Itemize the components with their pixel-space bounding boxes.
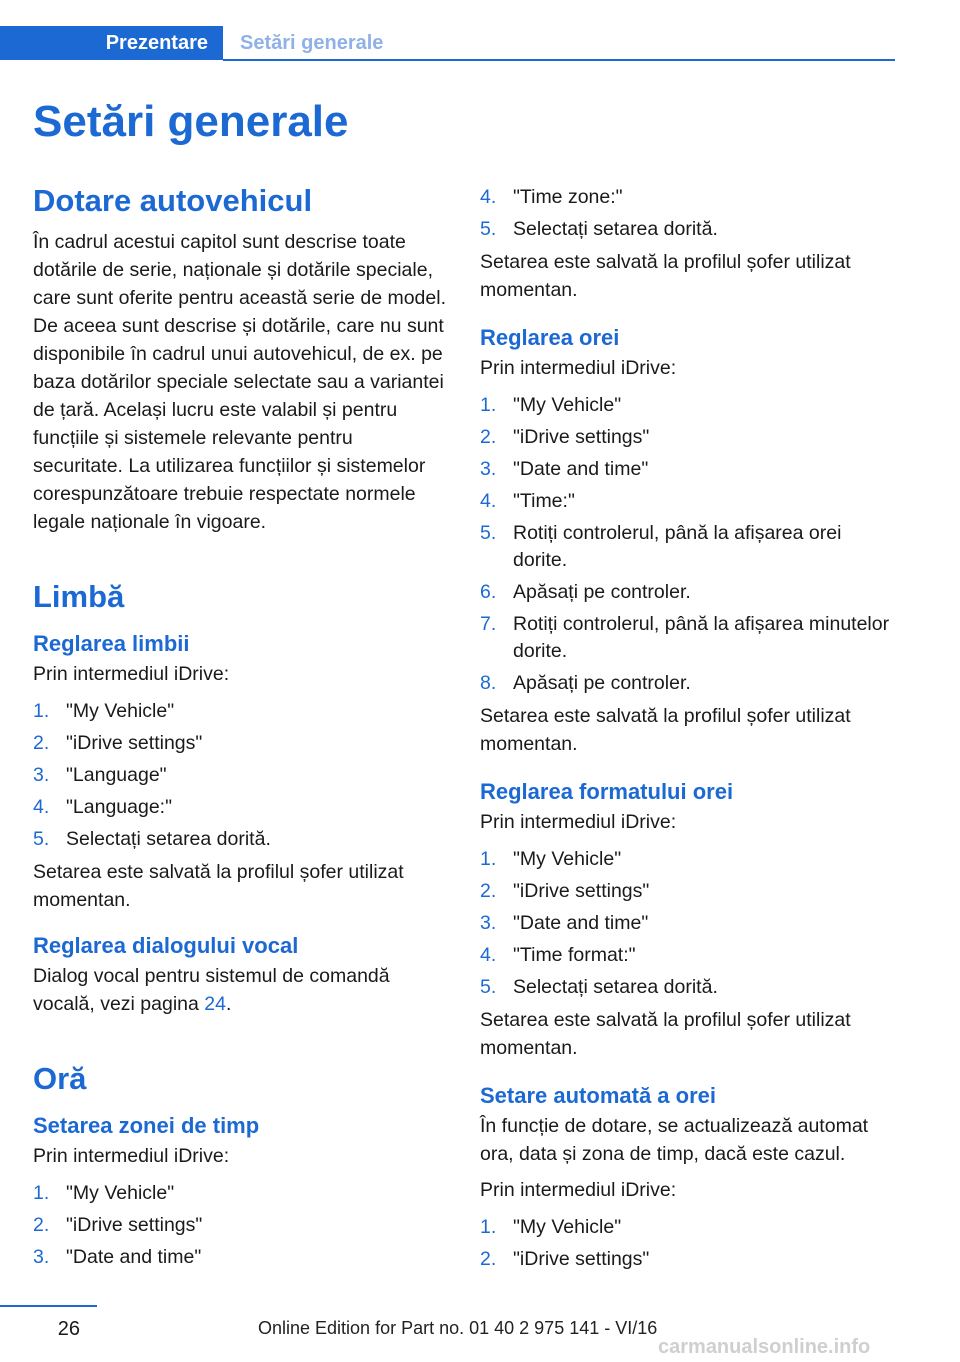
step-text: "Language:"	[66, 796, 173, 818]
step-number: 4.	[480, 186, 497, 208]
step-text: "My Vehicle"	[513, 1216, 622, 1238]
step-item	[33, 826, 447, 853]
step-number: 3.	[33, 1246, 50, 1268]
step-item	[480, 611, 896, 665]
steps-zona-timp-cont	[480, 184, 896, 243]
step-item	[480, 1246, 896, 1273]
step-number: 4.	[33, 796, 50, 818]
step-item	[33, 1180, 447, 1207]
step-text: Selectați setarea dorită.	[513, 218, 718, 240]
step-number: 4.	[480, 944, 497, 966]
step-number: 5.	[480, 522, 497, 544]
step-item	[33, 762, 447, 789]
left-column	[33, 182, 447, 1276]
step-number: 7.	[480, 613, 497, 635]
note-text: Setarea este salvată la profilul șofer utilizat momentan.	[480, 251, 851, 301]
step-number: 1.	[33, 1182, 50, 1204]
tab-prezentare[interactable]: Prezentare	[0, 26, 223, 60]
subheading-zona-timp: Setarea zonei de timp	[33, 1113, 260, 1138]
intro-text: Prin intermediul iDrive:	[33, 663, 230, 685]
step-number: 1.	[480, 848, 497, 870]
step-item	[33, 1244, 447, 1271]
step-item	[480, 392, 896, 419]
subheading-dialog-vocal: Reglarea dialogului vocal	[33, 933, 299, 958]
step-number: 2.	[33, 1214, 50, 1236]
step-item	[33, 794, 447, 821]
step-item	[480, 488, 896, 515]
intro-text: Prin intermediul iDrive:	[480, 357, 677, 379]
step-number: 1.	[33, 700, 50, 722]
intro-text: Prin intermediul iDrive:	[33, 1145, 230, 1167]
footer-divider	[0, 1305, 97, 1307]
step-text: "iDrive settings"	[513, 880, 650, 902]
step-text: "My Vehicle"	[513, 848, 622, 870]
subheading-reglarea-limbii: Reglarea limbii	[33, 631, 190, 656]
subheading-setare-automata: Setare automată a orei	[480, 1083, 716, 1108]
page-header	[0, 26, 895, 62]
step-item	[33, 730, 447, 757]
step-number: 5.	[33, 828, 50, 850]
step-item	[480, 579, 896, 606]
step-item	[480, 878, 896, 905]
step-text: Rotiți controlerul, până la afișarea orei dorite.	[513, 522, 842, 571]
edition-label: Online Edition for Part no. 01 40 2 975 141 - VI/16	[258, 1318, 658, 1338]
steps-setare-automata	[480, 1214, 896, 1273]
note-text: Setarea este salvată la profilul șofer utilizat momentan.	[480, 705, 851, 755]
step-item	[480, 1214, 896, 1241]
step-item	[480, 216, 896, 243]
step-text: Selectați setarea dorită.	[66, 828, 271, 850]
intro-text: Prin intermediul iDrive:	[480, 1179, 677, 1201]
subheading-reglarea-orei: Reglarea orei	[480, 325, 620, 350]
step-number: 8.	[480, 672, 497, 694]
step-number: 5.	[480, 976, 497, 998]
steps-reglarea-limbii	[33, 698, 447, 853]
step-text: "My Vehicle"	[66, 1182, 175, 1204]
section-heading-ora: Oră	[33, 1061, 87, 1096]
step-number: 2.	[33, 732, 50, 754]
step-item	[480, 520, 896, 574]
note-text: Setarea este salvată la profilul șofer utilizat momentan.	[480, 1009, 851, 1059]
dialog-vocal-end: .	[225, 993, 232, 1015]
step-text: "iDrive settings"	[66, 732, 203, 754]
step-number: 2.	[480, 880, 497, 902]
step-number: 6.	[480, 581, 497, 603]
step-number: 2.	[480, 1248, 497, 1270]
step-item	[33, 1212, 447, 1239]
step-item	[480, 670, 896, 697]
step-number: 4.	[480, 490, 497, 512]
step-item	[480, 846, 896, 873]
step-text: Apăsați pe controler.	[513, 581, 691, 603]
setare-automata-paragraph: În funcție de dotare, se actualizează automat ora, data și zona de timp, dacă este cazul.	[480, 1115, 869, 1165]
section-heading-dotare: Dotare autovehicul	[33, 183, 313, 218]
step-text: "iDrive settings"	[513, 426, 650, 448]
right-column	[480, 184, 896, 1278]
subheading-formatul-orei: Reglarea formatului orei	[480, 779, 734, 804]
watermark: carmanualsonline.info	[658, 1336, 871, 1358]
step-text: "Date and time"	[66, 1246, 202, 1268]
step-number: 5.	[480, 218, 497, 240]
tab-setari-generale[interactable]: Setări generale	[240, 32, 384, 54]
step-text: "iDrive settings"	[66, 1214, 203, 1236]
step-text: "Date and time"	[513, 912, 649, 934]
step-text: "Language"	[66, 764, 167, 786]
step-text: "Date and time"	[513, 458, 649, 480]
step-item	[480, 974, 896, 1001]
step-text: "My Vehicle"	[513, 394, 622, 416]
dialog-vocal-text	[33, 962, 447, 1018]
section-heading-limba: Limbă	[33, 579, 125, 614]
step-text: Selectați setarea dorită.	[513, 976, 718, 998]
step-number: 3.	[480, 458, 497, 480]
intro-text: Prin intermediul iDrive:	[480, 811, 677, 833]
step-text: Apăsați pe controler.	[513, 672, 691, 694]
step-number: 2.	[480, 426, 497, 448]
header-divider	[223, 59, 895, 61]
step-text: "Time format:"	[513, 944, 636, 966]
page-title: Setări generale	[33, 97, 349, 146]
step-item	[480, 184, 896, 211]
step-item	[480, 942, 896, 969]
steps-zona-timp	[33, 1180, 447, 1271]
note-text: Setarea este salvată la profilul șofer utilizat momentan.	[33, 861, 404, 911]
step-number: 1.	[480, 1216, 497, 1238]
step-item	[33, 698, 447, 725]
step-text: "My Vehicle"	[66, 700, 175, 722]
step-text: "Time zone:"	[513, 186, 623, 208]
step-number: 3.	[480, 912, 497, 934]
dialog-vocal-body: Dialog vocal pentru sistemul de comandă vocală, vezi pagina	[33, 965, 390, 1015]
steps-reglarea-orei	[480, 392, 896, 697]
step-item	[480, 910, 896, 937]
step-item	[480, 424, 896, 451]
step-text: Rotiți controlerul, până la afișarea minutelor dorite.	[513, 613, 890, 662]
step-number: 3.	[33, 764, 50, 786]
step-text: "iDrive settings"	[513, 1248, 650, 1270]
steps-formatul-orei	[480, 846, 896, 1001]
page-link[interactable]: 24	[204, 993, 226, 1015]
dotare-paragraph: În cadrul acestui capitol sunt descrise toate dotările de serie, naționale și dotările speciale, care sunt oferite pentru această serie de model. De aceea sunt descrise și dotările, care nu sunt disponibile în cadrul unui autovehicul, de ex. pe baza dotărilor speciale selectate sau a variantei de țară. Același lucru este valabil și pentru funcțiile și sistemele relevante pentru securitate. La utilizarea funcțiilor și sistemelor corespunzătoare trebuie respectate normele legale naționale în vigoare.	[33, 231, 446, 533]
step-text: "Time:"	[513, 490, 575, 512]
step-number: 1.	[480, 394, 497, 416]
step-item	[480, 456, 896, 483]
page-number: 26	[57, 1318, 80, 1340]
